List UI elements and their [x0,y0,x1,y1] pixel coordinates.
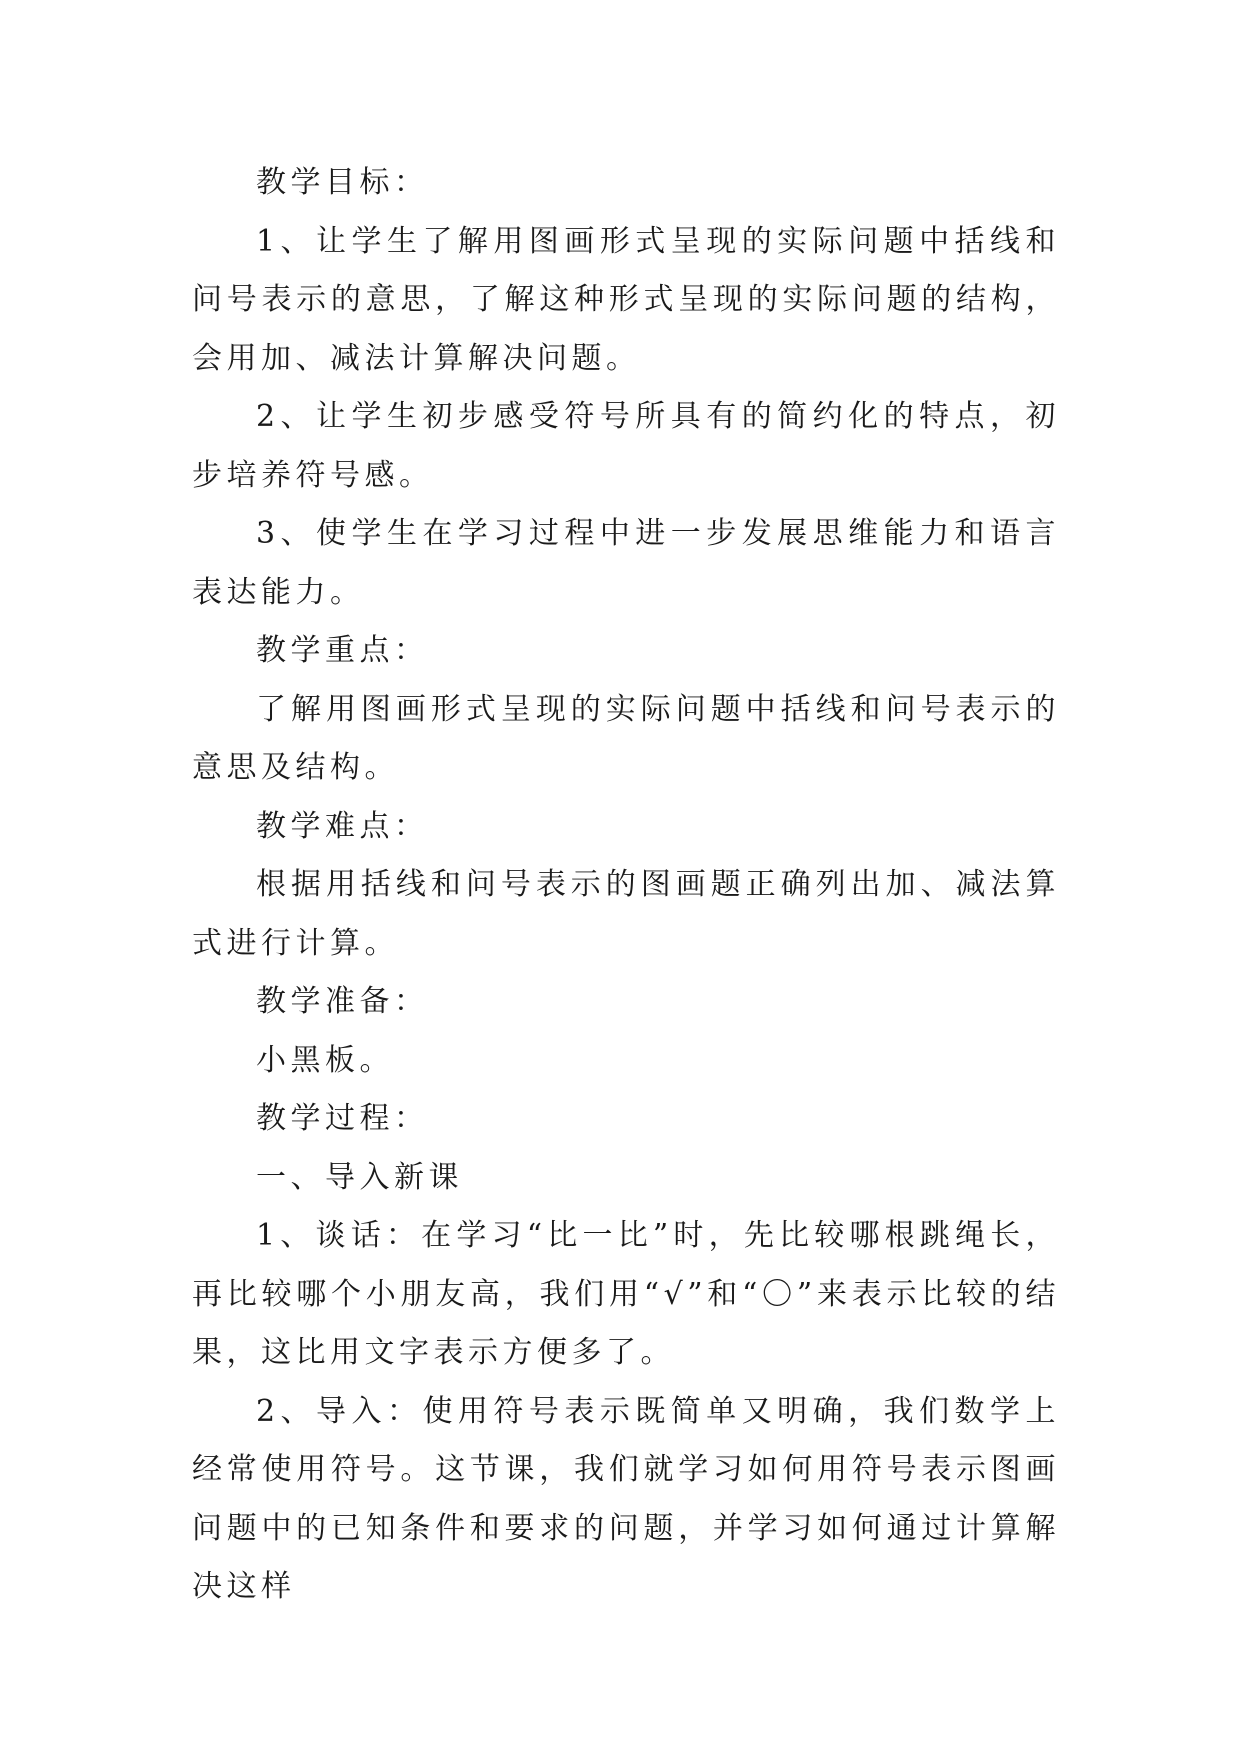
objective-2: 2、让学生初步感受符号所具有的简约化的特点，初步培养符号感。 [192,399,1060,493]
key-points-text: 了解用图画形式呈现的实际问题中括线和问号表示的意思及结构。 [192,691,1060,785]
section-introduction: 一、导入新课 [256,1159,463,1195]
objective-3: 3、使学生在学习过程中进一步发展思维能力和语言表达能力。 [192,516,1060,610]
heading-difficulties: 教学难点： [256,808,429,844]
document-page [192,154,1060,1617]
preparation-text: 小黑板。 [256,1042,394,1078]
objective-1: 1、让学生了解用图画形式呈现的实际问题中括线和问号表示的意思，了解这种形式呈现的实际问题的结构，会用加、减法计算解决问题。 [192,223,1060,376]
introduction-step-1: 1、谈话：在学习“比一比”时，先比较哪根跳绳长，再比较哪个小朋友高，我们用“√”和“〇”来表示比较的结果，这比用文字表示方便多了。 [192,1218,1060,1370]
heading-key-points: 教学重点： [256,633,429,668]
difficulties-text: 根据用括线和问号表示的图画题正确列出加、减法算式进行计算。 [192,867,1060,961]
heading-teaching-objectives: 教学目标： [256,165,429,200]
introduction-step-2: 2、导入：使用符号表示既简单又明确，我们数学上经常使用符号。这节课，我们就学习如何用符号表示图画问题中的已知条件和要求的问题，并学习如何通过计算解决这样 [192,1393,1060,1604]
heading-preparation: 教学准备： [256,984,429,1019]
heading-process: 教学过程： [256,1101,429,1136]
